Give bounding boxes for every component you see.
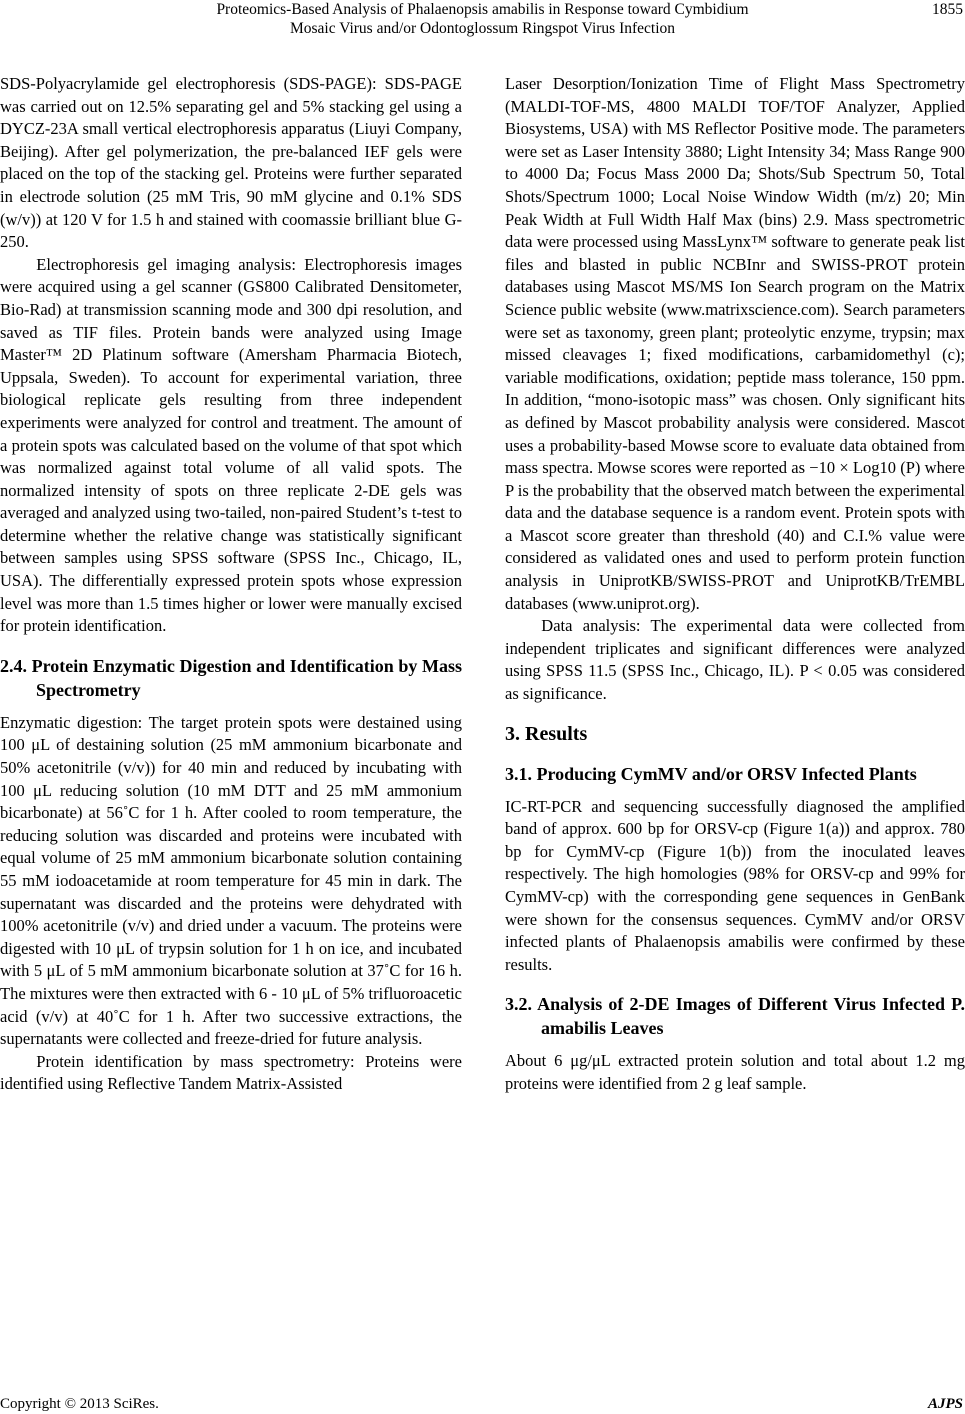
page-number: 1855 (932, 1, 963, 18)
header-title-line2: Mosaic Virus and/or Odontoglossum Ringspot Virus Infection (289, 20, 676, 37)
paragraph-protein-identification: Protein identification by mass spectrometry: Proteins were identified using Reflective Tandem Matrix-Assisted (0, 1051, 462, 1094)
left-column (0, 73, 462, 1096)
paragraph-sds-page: SDS-Polyacrylamide gel electrophoresis (SDS-PAGE): SDS-PAGE was carried out on 12.5% separating gel and 5% stacking gel using a DYCZ-23A small vertical electrophoresis apparatus (Liuyi Company, Beijing). After gel polymerization, the pre-balanced IEF gels were placed on the top of the stacking gel. Proteins were further separated in electrode solution (25 mM Tris, 90 mM glycine and 0.1% SDS (w/v)) at 120 V for 1.5 h and stained with coomassie brilliant blue G-250. (0, 74, 462, 252)
paragraph-gel-imaging: Electrophoresis gel imaging analysis: Electrophoresis images were acquired using a gel scanner (GS800 Calibrated Densitometer, Bio-Rad) at transmission scanning mode and 300 dpi resolution, and saved as TIF files. Protein bands were analyzed using Image Master™ 2D Platinum software (Amersham Pharmacia Biotech, Uppsala, Sweden). To account for experimental variation, three biological replicate gels resulting from three independent experiments were analyzed for control and treatment. The amount of a protein spots was calculated based on the volume of that spot which was normalized against total volume of all valid spots. The normalized intensity of spots on three replicate 2-DE gels was averaged and analyzed using two-tailed, non-paired Student’s t-test to determine whether the relative change was statistically significant between samples using SPSS software (SPSS Inc., Chicago, IL, USA). The differentially expressed protein spots whose expression level was more than 1.5 times higher or lower were manually excised for protein identification. (0, 254, 462, 636)
section-heading-3-1: 3.1. Producing CymMV and/or ORSV Infected Plants (505, 763, 917, 784)
right-column (505, 73, 965, 1096)
section-heading-3-2: 3.2. Analysis of 2-DE Images of Different Virus Infected P. amabilis Leaves (505, 994, 965, 1039)
paragraph-maldi-tof: Laser Desorption/Ionization Time of Flight Mass Spectrometry (MALDI-TOF-MS, 4800 MALDI TOF/TOF Analyzer, Applied Biosystems, USA) with MS Reflector Positive mode. The parameters were set as Laser Intensity 3880; Light Intensity 34; Mass Range 900 to 4000 Da; Focus Mass 2000 Da; Shots/Sub Spectrum 50, Total Shots/Spectrum 1000; Local Noise Window Width (m/z) 20; Min Peak Width at Full Width Half Max (bins) 2.9. Mass spectrometric data were processed using MassLynx™ software to generate peak list files and blasted in public NCBInr and SWISS-PROT protein databases using Mascot MS/MS Ion Search program on the Matrix Science public website (www.matrixscience.com). Search parameters were set as taxonomy, green plant; proteolytic enzyme, trypsin; max missed cleavages 1; fixed modifications, carbamidomethyl (c); variable modifications, oxidation; peptide mass tolerance, 150 ppm. In addition, “mono-isotopic mass” was chosen. Only significant hits as defined by Mascot probability analysis were considered. Mascot uses a probability-based Mowse score to evaluate data obtained from mass spectra. Mowse scores were reported as −10 × Log10 (P) where P is the probability that the observed match between the experimental data and the database sequence is a random event. Protein spots with a Mascot score greater than threshold (40) and C.I.% value were considered as validated ones and used to perform protein function analysis in UniprotKB/SWISS-PROT and UniprotKB/TrEMBL databases (www.uniprot.org). (505, 74, 965, 613)
paragraph-infected-plants: IC-RT-PCR and sequencing successfully diagnosed the amplified band of approx. 600 bp for ORSV-cp (Figure 1(a)) and approx. 780 bp for CymMV-cp (Figure 1(b)) from the inoculated leaves respectively. The high homologies (98% for ORSV-cp and 99% for CymMV-cp) with the corresponding gene sequences in GenBank were shown for the consensus sequences. CymMV and/or ORSV infected plants of Phalaenopsis amabilis were confirmed by these results. (505, 796, 965, 974)
section-heading-2-4: 2.4. Protein Enzymatic Digestion and Identification by Mass Spectrometry (0, 655, 462, 700)
paragraph-2de-analysis: About 6 μg/μL extracted protein solution and total about 1.2 mg proteins were identified from 2 g leaf sample. (505, 1051, 965, 1093)
paragraph-enzymatic-digestion: Enzymatic digestion: The target protein spots were destained using 100 μL of destaining solution (25 mM ammonium bicarbonate and 50% acetonitrile (v/v)) for 40 min and reduced by incubating with 100 μL reducing solution (10 mM DTT and 25 mM ammonium bicarbonate) at 56˚C for 1 h. After cooled to room temperature, the reducing solution was discarded and proteins were incubated with equal volume of 25 mM ammonium bicarbonate solution containing 55 mM iodoacetamide at room temperature for 45 min in dark. The supernatant was discarded and the proteins were dehydrated with 100% acetonitrile (v/v) and dried under a vacuum. The proteins were digested with 10 μL of trypsin solution for 1 h on ice, and incubated with 5 μL of 5 mM ammonium bicarbonate solution at 37˚C for 16 h. The mixtures were then extracted with 6 - 10 μL of 5% trifluoroacetic acid (v/v) at 40˚C for 1 h. After two successive extractions, the supernatants were collected and freeze-dried for future analysis. (0, 712, 462, 1049)
header-title-line1: Proteomics-Based Analysis of Phalaenopsis amabilis in Response toward Cymbidium (216, 1, 749, 18)
section-heading-3: 3. Results (505, 722, 588, 745)
journal-abbreviation: AJPS (927, 1396, 963, 1412)
paragraph-data-analysis: Data analysis: The experimental data were collected from independent triplicates and significant differences were analyzed using SPSS 11.5 (SPSS Inc., Chicago, IL). P < 0.05 was considered as significance. (505, 616, 965, 704)
running-header (0, 0, 965, 44)
copyright-notice: Copyright © 2013 SciRes. (0, 1396, 159, 1412)
